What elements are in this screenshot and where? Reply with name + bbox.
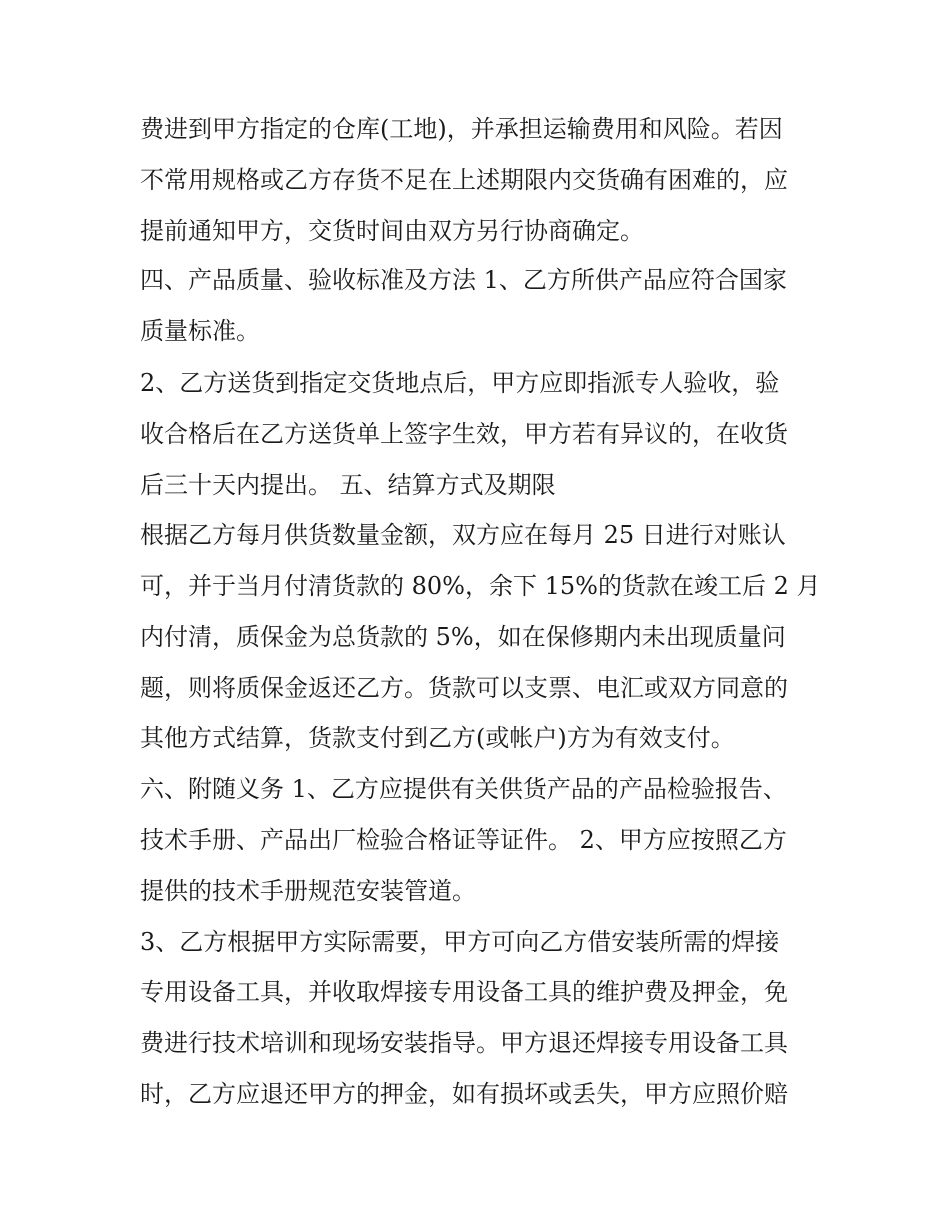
text-line: 内付清，质保金为总货款的 5%，如在保修期内未出现质量问 [140,623,786,651]
text-line: 题，则将质保金返还乙方。货款可以支票、电汇或双方同意的 [140,674,788,702]
text-line: 费进到甲方指定的仓库(工地)，并承担运输费用和风险。若因 [140,115,783,143]
text-line: 其他方式结算，货款支付到乙方(或帐户)方为有效支付。 [140,724,735,752]
text-line: 收合格后在乙方送货单上签字生效，甲方若有异议的，在收货 [140,420,788,448]
text-line: 技术手册、产品出厂检验合格证等证件。 2、甲方应按照乙方 [140,826,787,854]
text-line: 四、产品质量、验收标准及方法 1、乙方所供产品应符合国家 [140,266,787,294]
text-line: 质量标准。 [140,317,260,345]
text-line: 后三十天内提出。 五、结算方式及期限 [140,471,556,499]
text-line: 不常用规格或乙方存货不足在上述期限内交货确有困难的，应 [140,166,788,194]
text-line: 提前通知甲方，交货时间由双方另行协商确定。 [140,217,644,245]
text-line: 提供的技术手册规范安装管道。 [140,877,476,905]
text-line: 3、乙方根据甲方实际需要，甲方可向乙方借安装所需的焊接 [140,928,780,956]
text-line: 六、附随义务 1、乙方应提供有关供货产品的产品检验报告、 [140,775,787,803]
text-line: 可，并于当月付清货款的 80%，余下 15%的货款在竣工后 2 月 [140,572,821,600]
text-line: 2、乙方送货到指定交货地点后，甲方应即指派专人验收，验 [140,369,780,397]
text-line: 根据乙方每月供货数量金额，双方应在每月 25 日进行对账认 [140,521,786,549]
text-line: 专用设备工具，并收取焊接专用设备工具的维护费及押金，免 [140,978,788,1006]
text-line: 时，乙方应退还甲方的押金，如有损坏或丢失，甲方应照价赔 [140,1080,788,1108]
text-line: 费进行技术培训和现场安装指导。甲方退还焊接专用设备工具 [140,1029,788,1057]
